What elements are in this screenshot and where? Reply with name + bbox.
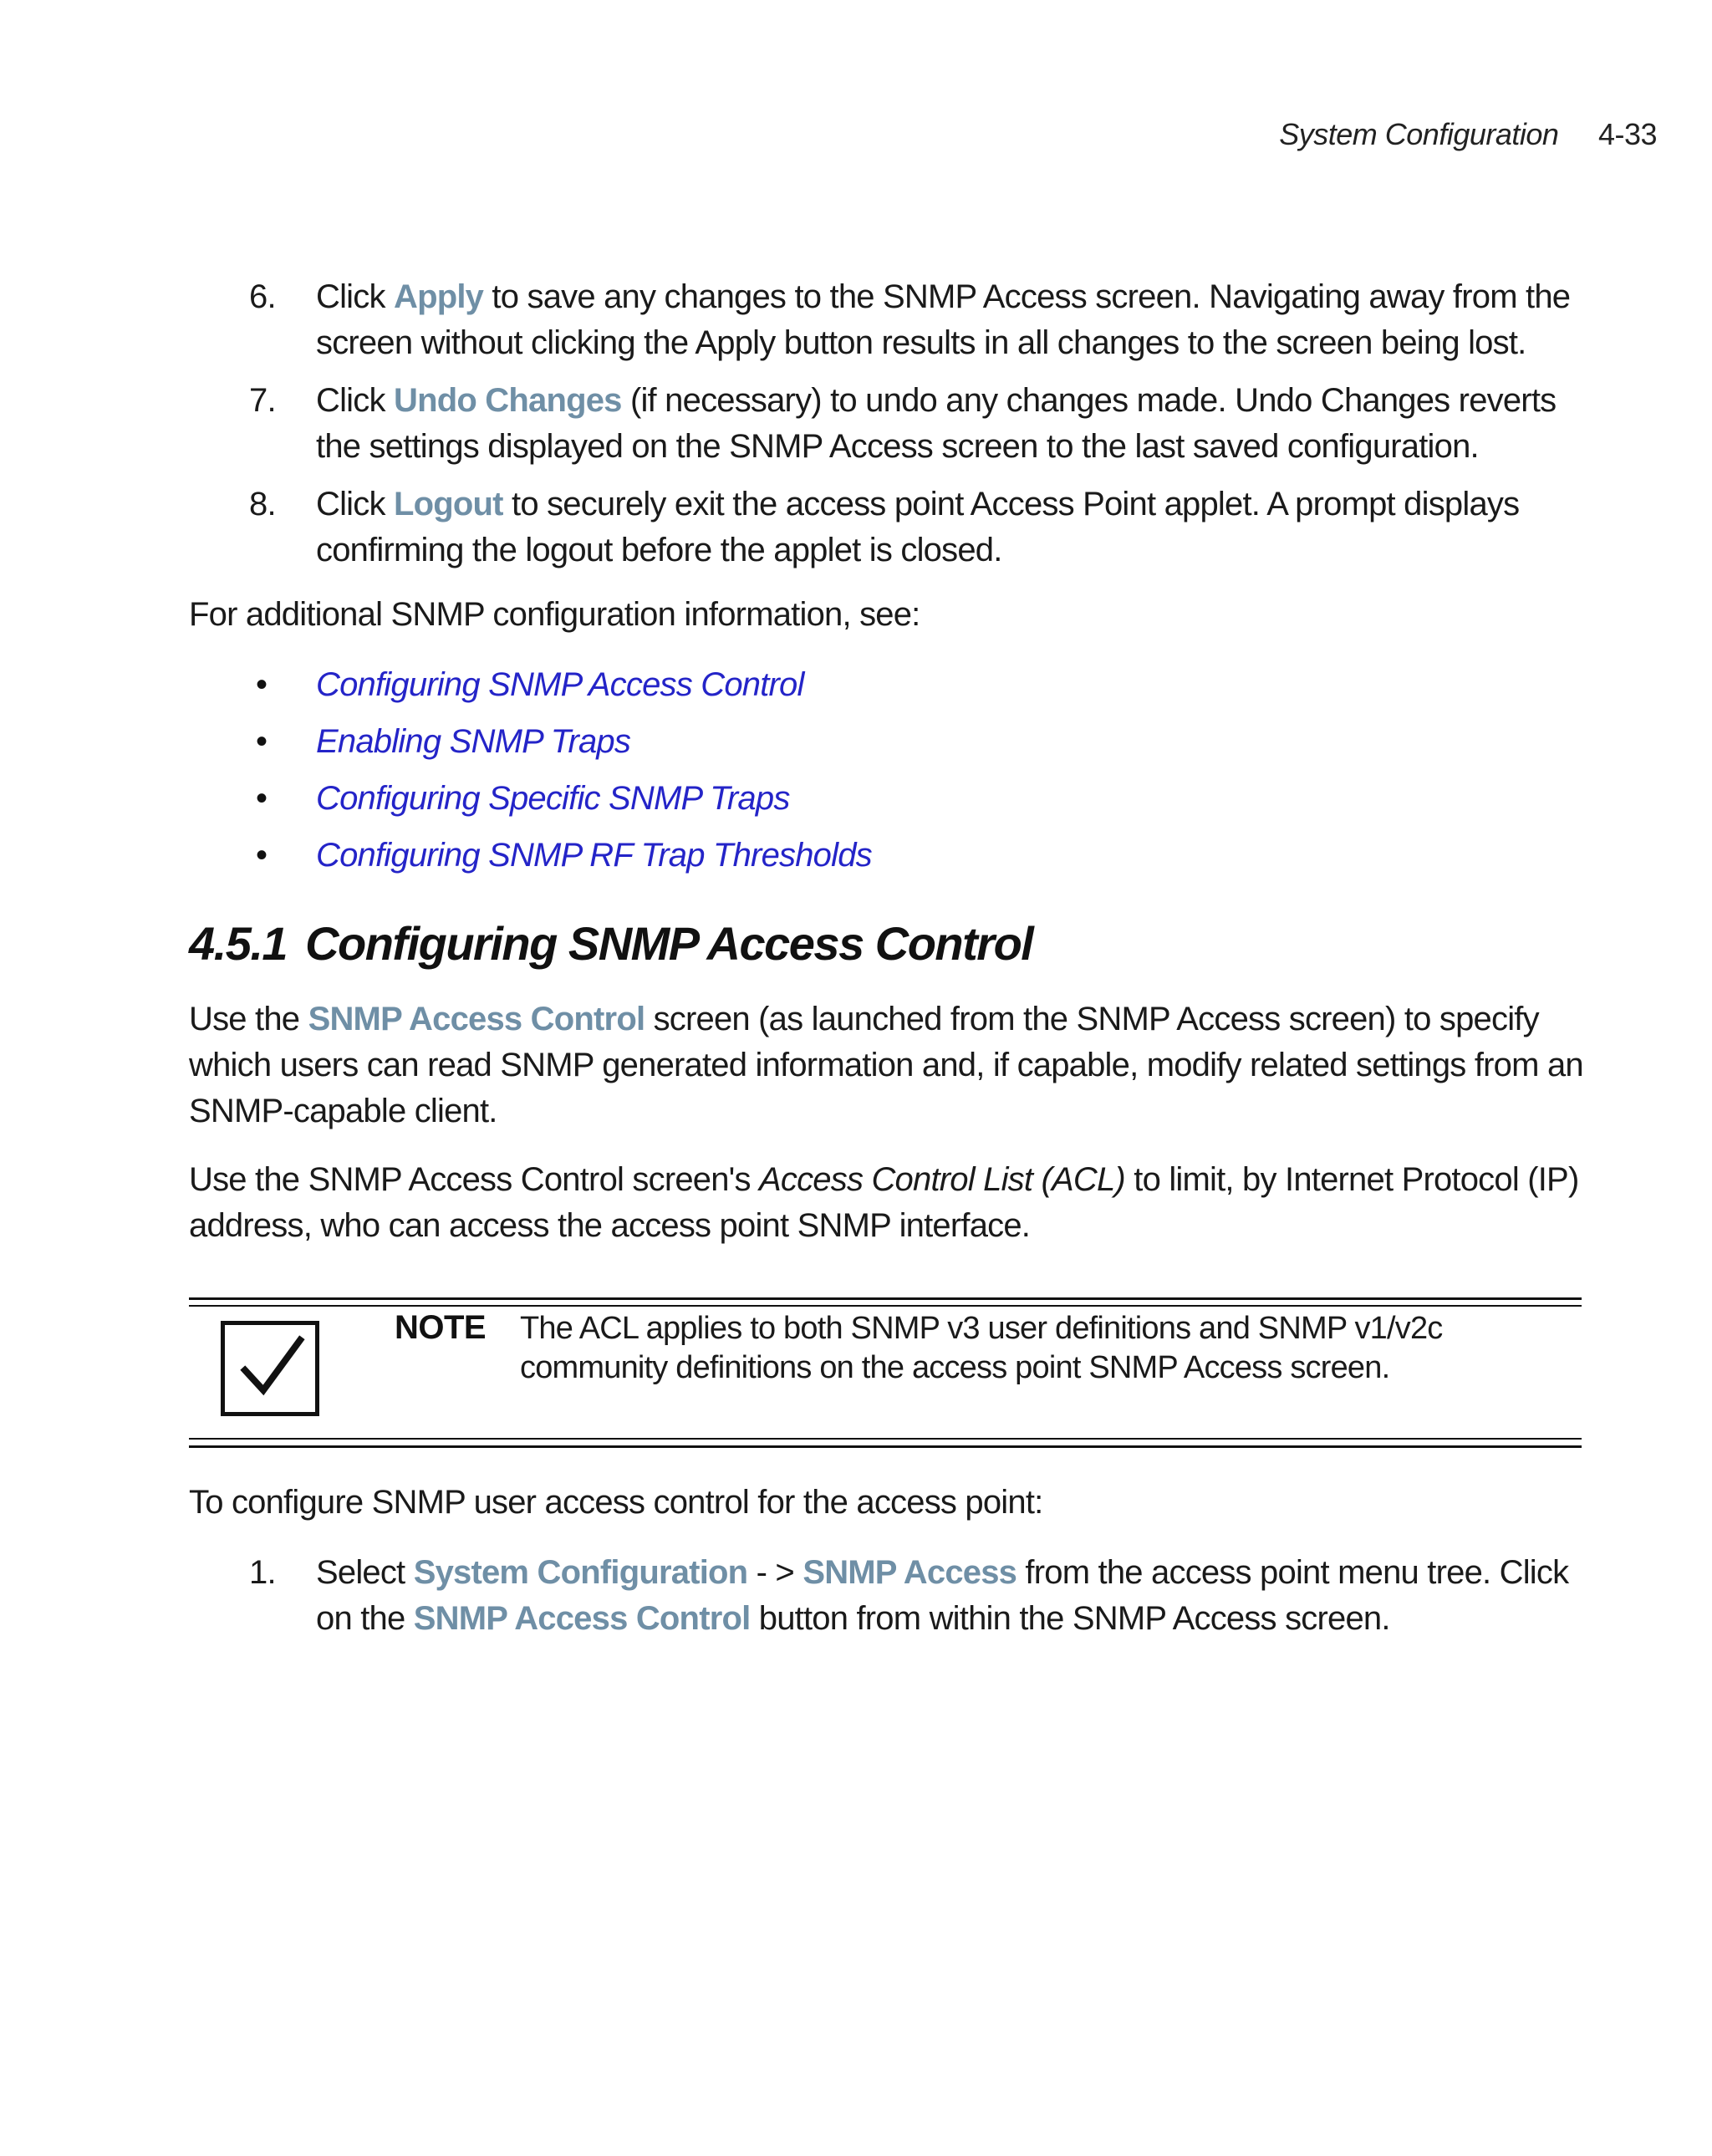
step-item xyxy=(189,482,1593,573)
list-item xyxy=(189,776,1526,833)
step-prefix: Click xyxy=(316,278,394,315)
note-box xyxy=(189,1297,1582,1448)
configure-intro: To configure SNMP user access control for the access point: xyxy=(189,1484,1043,1521)
para-text: screen (as launched from the SNMP Access screen) to specify which users can read SNMP generated information and, if capable, modify related settings from an SNMP-capable client. xyxy=(189,1001,1583,1129)
related-links-list xyxy=(189,662,1526,889)
link-configuring-snmp-access-control[interactable]: Configuring SNMP Access Control xyxy=(316,666,804,703)
ui-term-snmp-access-control: SNMP Access Control xyxy=(308,1001,645,1037)
ui-term-logout: Logout xyxy=(393,486,503,522)
para-text: to limit, by Internet Protocol (IP) address, who can access the access point SNMP interface. xyxy=(189,1161,1579,1244)
link-enabling-snmp-traps[interactable]: Enabling SNMP Traps xyxy=(316,723,631,760)
header-section-name: System Configuration xyxy=(1279,117,1559,151)
step-item xyxy=(189,274,1593,366)
step-text: to securely exit the access point Access Point applet. A prompt displays confirming the logout before the applet is closed. xyxy=(316,486,1520,568)
step-text: button from within the SNMP Access screen. xyxy=(750,1600,1390,1637)
para-prefix: Use the SNMP Access Control screen's xyxy=(189,1161,760,1198)
acl-paragraph xyxy=(189,1157,1593,1249)
note-text: The ACL applies to both SNMP v3 user definitions and SNMP v1/v2c community definitions on the access point SNMP Access screen. xyxy=(520,1311,1443,1385)
step-number: 7. xyxy=(249,382,276,419)
list-item xyxy=(189,833,1526,889)
ui-term-snmp-access: SNMP Access xyxy=(802,1554,1017,1591)
ui-term-undo-changes: Undo Changes xyxy=(393,382,622,419)
note-top-rule xyxy=(189,1297,1582,1300)
bullet-icon: • xyxy=(256,666,268,703)
step-text: from the access point menu tree. Click on the xyxy=(316,1554,1569,1637)
running-header xyxy=(1279,117,1657,152)
checkmark-icon xyxy=(221,1321,319,1416)
ui-term-apply: Apply xyxy=(393,278,484,315)
step-prefix: Click xyxy=(316,486,394,522)
para-prefix: Use the xyxy=(189,1001,308,1037)
step-number: 6. xyxy=(249,278,276,315)
list-item xyxy=(189,719,1526,776)
step-prefix: Click xyxy=(316,382,394,419)
ui-term-system-configuration: System Configuration xyxy=(413,1554,748,1591)
bullet-icon: • xyxy=(256,780,268,817)
additional-info-text: For additional SNMP configuration information, see: xyxy=(189,596,920,633)
header-page-number: 4-33 xyxy=(1597,117,1657,151)
step-number: 1. xyxy=(249,1554,276,1591)
step-item xyxy=(189,1550,1593,1642)
note-top-rule-inner xyxy=(189,1305,1582,1307)
acl-term: Access Control List (ACL) xyxy=(759,1161,1125,1198)
intro-paragraph xyxy=(189,996,1593,1134)
ui-term-snmp-access-control: SNMP Access Control xyxy=(413,1600,751,1637)
note-bottom-rule-inner xyxy=(189,1438,1582,1440)
bullet-icon: • xyxy=(256,837,268,874)
link-configuring-specific-snmp-traps[interactable]: Configuring Specific SNMP Traps xyxy=(316,780,790,817)
note-bottom-rule xyxy=(189,1445,1582,1448)
step-prefix: Select xyxy=(316,1554,414,1591)
section-number: 4.5.1 xyxy=(189,917,288,970)
step-number: 8. xyxy=(249,486,276,522)
note-label: NOTE xyxy=(395,1309,487,1346)
menu-arrow: - > xyxy=(747,1554,803,1591)
step-text: to save any changes to the SNMP Access screen. Navigating away from the screen without clicking the Apply button results in all changes to the screen being lost. xyxy=(316,278,1571,361)
link-configuring-snmp-rf-trap-thresholds[interactable]: Configuring SNMP RF Trap Thresholds xyxy=(316,837,872,874)
section-title: Configuring SNMP Access Control xyxy=(305,917,1033,970)
steps-list-bottom xyxy=(189,1550,1593,1654)
steps-list-top xyxy=(189,274,1593,585)
section-heading xyxy=(189,916,1032,971)
step-item xyxy=(189,378,1593,470)
bullet-icon: • xyxy=(256,723,268,760)
step-text: (if necessary) to undo any changes made. Undo Changes reverts the settings displayed on the SNMP Access screen to the last saved configuration. xyxy=(316,382,1557,465)
list-item xyxy=(189,662,1526,719)
